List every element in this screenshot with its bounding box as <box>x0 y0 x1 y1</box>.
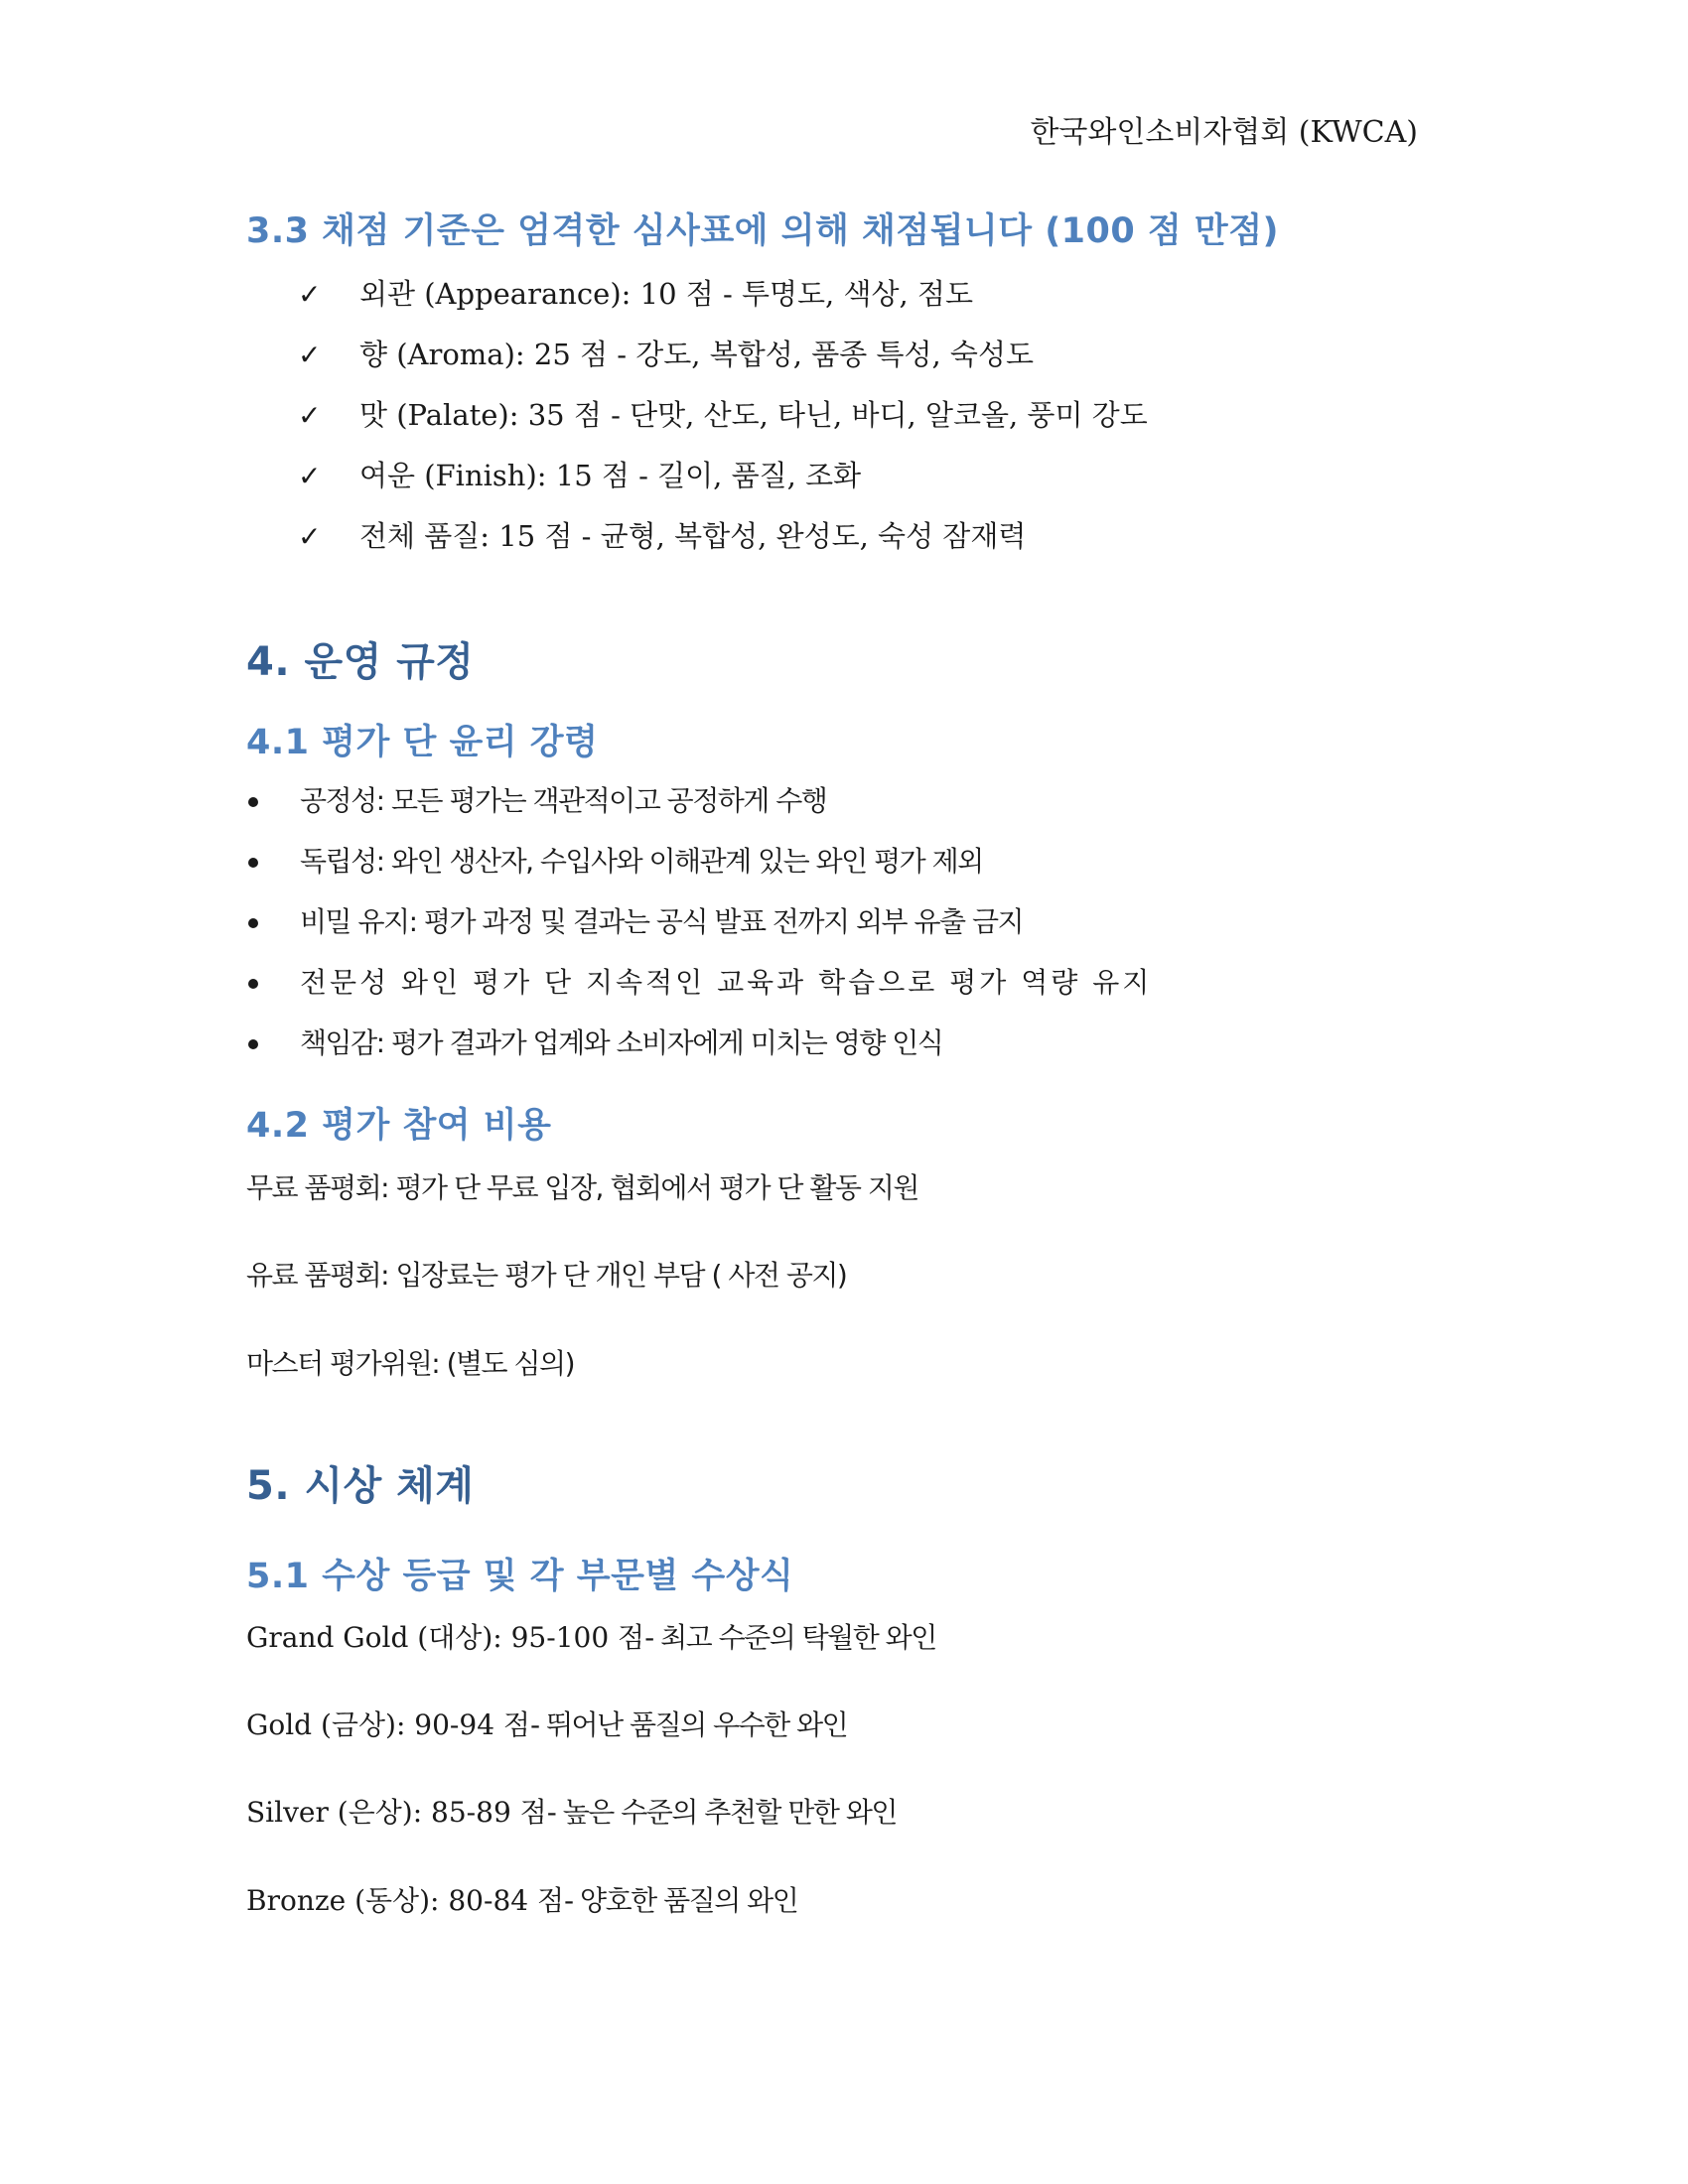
page-header-org: 한국와인소비자협회 (KWCA) <box>1030 115 1418 150</box>
bullet-icon <box>248 979 258 989</box>
section-4-1-heading: 4.1 평가 단 윤리 강령 <box>246 723 599 762</box>
fee-paragraph: 마스터 평가위원: (별도 심의) <box>246 1347 575 1380</box>
fee-paragraph: 무료 품평회: 평가 단 무료 입장, 협회에서 평가 단 활동 지원 <box>246 1171 918 1204</box>
criteria-text: 향 (Aroma): 25 점 - 강도, 복합성, 품종 특성, 숙성도 <box>359 338 1034 371</box>
section-3-3-heading: 3.3 채점 기준은 엄격한 심사표에 의해 채점됩니다 (100 점 만점) <box>246 211 1280 251</box>
checkmark-icon: ✓ <box>298 339 322 371</box>
criteria-text: 여운 (Finish): 15 점 - 길이, 품질, 조화 <box>359 459 862 492</box>
ethics-text: 비밀 유지: 평가 과정 및 결과는 공식 발표 전까지 외부 유출 금지 <box>300 905 1024 938</box>
award-desc: - 뛰어난 품질의 우수한 와인 <box>529 1708 848 1741</box>
award-range: : 90-94 점 <box>395 1708 530 1741</box>
award-desc: - 양호한 품질의 와인 <box>564 1884 798 1917</box>
section-4-heading: 4. 운영 규정 <box>246 639 475 685</box>
award-grade-silver <box>246 1791 897 1831</box>
award-desc: - 최고 수준의 탁월한 와인 <box>644 1621 936 1654</box>
criteria-text: 전체 품질: 15 점 - 균형, 복합성, 완성도, 숙성 잠재력 <box>359 519 1027 553</box>
bullet-icon <box>248 1039 258 1049</box>
section-5-heading: 5. 시상 체계 <box>246 1463 475 1509</box>
award-grade-gold <box>246 1704 847 1743</box>
checkmark-icon: ✓ <box>298 399 322 432</box>
section-4-2-heading: 4.2 평가 참여 비용 <box>246 1106 552 1146</box>
bullet-icon <box>248 918 258 928</box>
checkmark-icon: ✓ <box>298 520 322 553</box>
award-desc: - 높은 수준의 추천할 만한 와인 <box>546 1796 897 1829</box>
bullet-icon <box>248 858 258 868</box>
ethics-text: 공정성: 모든 평가는 객관적이고 공정하게 수행 <box>300 784 827 817</box>
award-name: Silver (은상) <box>246 1796 413 1829</box>
section-5-1-heading: 5.1 수상 등급 및 각 부문별 수상식 <box>246 1557 794 1596</box>
award-name: Bronze (동상) <box>246 1884 431 1917</box>
ethics-text: 전문성 와인 평가 단 지속적인 교육과 학습으로 평가 역량 유지 <box>300 966 1153 999</box>
award-range: : 95-100 점 <box>492 1621 645 1654</box>
ethics-text: 책임감: 평가 결과가 업계와 소비자에게 미치는 영향 인식 <box>300 1026 943 1059</box>
award-grade-bronze <box>246 1879 797 1919</box>
award-range: : 80-84 점 <box>430 1884 565 1917</box>
criteria-text: 맛 (Palate): 35 점 - 단맛, 산도, 타닌, 바디, 알코올, 풍미 강도 <box>359 398 1148 432</box>
award-grade-grand-gold <box>246 1616 936 1656</box>
award-name: Gold (금상) <box>246 1708 396 1741</box>
fee-paragraph: 유료 품평회: 입장료는 평가 단 개인 부담 ( 사전 공지) <box>246 1259 847 1292</box>
award-name: Grand Gold (대상) <box>246 1621 493 1654</box>
bullet-icon <box>248 797 258 807</box>
criteria-text: 외관 (Appearance): 10 점 - 투명도, 색상, 점도 <box>359 277 973 311</box>
checkmark-icon: ✓ <box>298 278 322 311</box>
checkmark-icon: ✓ <box>298 460 322 492</box>
award-range: : 85-89 점 <box>412 1796 547 1829</box>
ethics-text: 독립성: 와인 생산자, 수입사와 이해관계 있는 와인 평가 제외 <box>300 845 983 878</box>
